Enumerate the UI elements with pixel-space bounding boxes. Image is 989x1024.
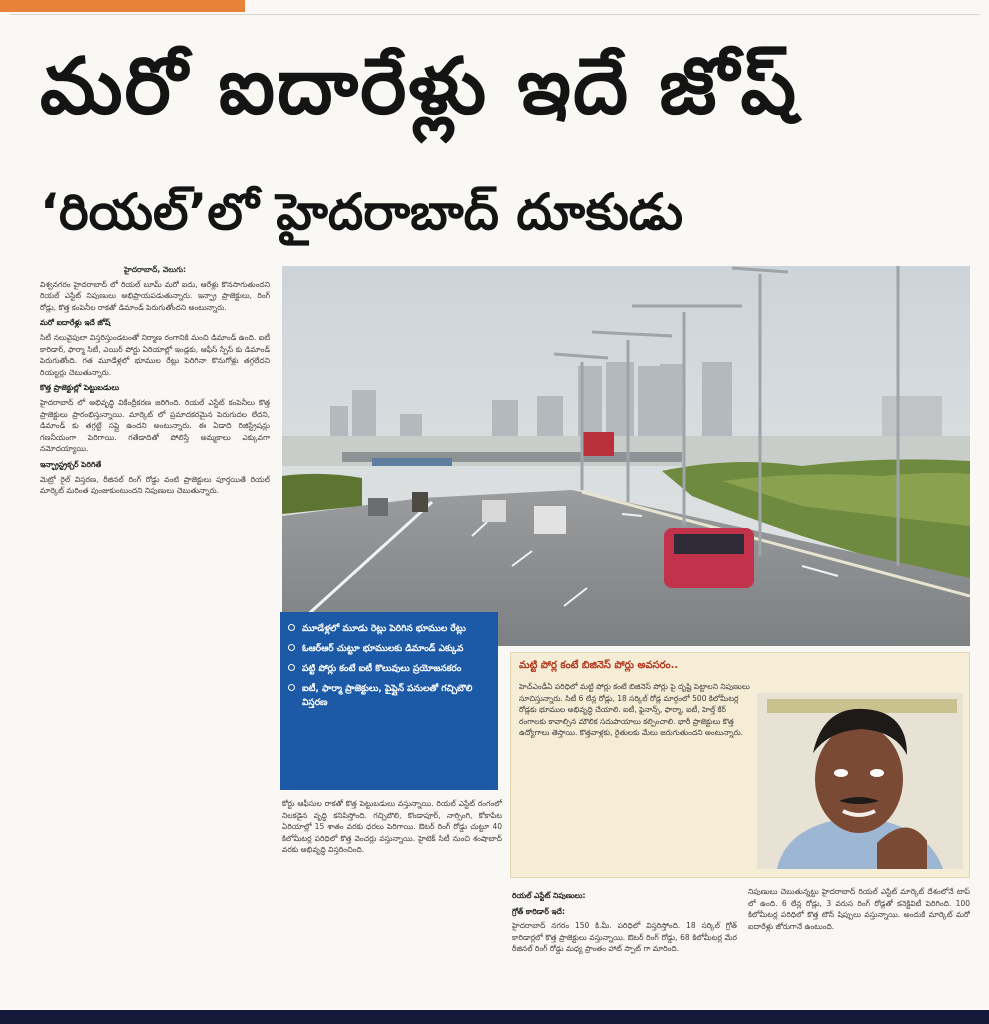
expert-portrait	[757, 693, 963, 869]
bullet-icon	[288, 684, 295, 691]
bottom-border-bar	[0, 1010, 989, 1024]
bullet-item: పట్టి పోర్లు కంటే ఐటీ కొలువులు ప్రయోజనకరం	[288, 662, 490, 676]
section-heading: కొత్త ప్రాజెక్టుల్లో పెట్టుబడులు	[40, 383, 120, 393]
paragraph: నిపుణులు చెబుతున్నట్టు హైదరాబాద్ రియల్ ఎస్టేట్ మార్కెట్ దేశంలోనే టాప్ లో ఉంది. 6 లేన్ల రోడ్లు, 3 వరుస రింగ్ రోడ్లతో కనెక్టివిటీ పెరిగింది. 100 కిలోమీటర్ల పరిధిలో కొత్త టౌన్ షిప్పులు వస్తున్నాయి. అందుకే మార్కెట్ మరో ఐదారేళ్లు జోరుగానే ఉంటుంది.	[748, 887, 970, 931]
article-column-1	[40, 264, 270, 1000]
expert-quote-box	[510, 652, 970, 878]
subheadline: ‘రియల్’లో హైదరాబాద్ దూకుడు	[40, 183, 684, 241]
bullet-item: మూడేళ్లలో మూడు రెట్లు పెరిగిన భూముల రేట్లు	[288, 622, 490, 636]
top-rule	[10, 14, 980, 15]
paragraph: హైదరాబాద్ నగరం 150 కి.మీ. పరిధిలో విస్తరిస్తోంది. 18 సర్కిల్ గ్రోత్ కారిడార్లలో కొత్త ప్రాజెక్టులు వస్తున్నాయి. ఔటర్ రింగ్ రోడ్డు, 68 కిలోమీటర్ల మేర రీజినల్ రింగ్ రోడ్డు మధ్య ప్రాంతం హాట్ స్పాట్ గా మారింది.	[512, 921, 737, 954]
section-heading: రియల్ ఎస్టేట్ నిపుణులు:	[512, 891, 586, 900]
key-points-box	[280, 612, 498, 790]
section-heading: మరో ఐదారేళ్లు ఇదే జోష్	[40, 318, 111, 328]
headline: మరో ఐదారేళ్లు ఇదే జోష్	[40, 42, 799, 132]
article-column-4	[748, 886, 970, 1000]
bullet-icon	[288, 624, 295, 631]
paragraph: విశ్వనగరం హైదరాబాద్ లో రియల్ బూమ్ మరో ఐదు, ఆరేళ్లు కొనసాగుతుందని రియల్ ఎస్టేట్ నిపుణులు అభిప్రాయపడుతున్నారు. ఇన్ఫ్రా ప్రాజెక్టులు, రింగ్ రోడ్లు, కొత్త కంపెనీల రాకతో డిమాండ్ పెరుగుతోందని అంటున్నారు.	[40, 279, 270, 312]
paragraph: సిటీ నలువైపులా విస్తరిస్తుండటంతో నిర్మాణ రంగానికి మంచి డిమాండ్ ఉంది. ఐటీ కారిడార్, ఫార్మా సిటీ, ఎయిర్ పోర్టు ఏరియాల్లో ఇండ్లకు, ఆఫీస్ స్పేస్ కు డిమాండ్ పెరుగుతోంది. గత మూడేళ్లలో భూముల రేట్లు పెరిగినా కొనుగోళ్లు తగ్గలేదని రియల్టర్లు చెబుతున్నారు.	[40, 332, 270, 377]
bullet-icon	[288, 644, 295, 651]
paragraph: కోర్టు ఆఫీసుల రాకతో కొత్త పెట్టుబడులు వస్తున్నాయి. రియల్ ఎస్టేట్ రంగంలో నిలకడైన వృద్ధి కనిపిస్తోంది. గచ్చిబౌలి, కొండాపూర్, నార్సింగి, కోకాపేట ఏరియాల్లో 15 శాతం వరకు ధరలు పెరిగాయి. ఔటర్ రింగ్ రోడ్డు చుట్టూ 40 కిలోమీటర్ల పరిధిలో కొత్త వెంచర్లు వస్తున్నాయి. హైటెక్ సిటీ నుంచి శంషాబాద్ వరకు అభివృద్ధి విస్తరించింది.	[282, 799, 502, 855]
bullet-item: ఐటీ, ఫార్మా ప్రాజెక్టులు, పైప్లైన్ పనులతో గచ్చిబౌలి విస్తరణ	[288, 682, 490, 710]
section-heading: ఇన్ఫ్రాస్ట్రక్చర్ పెరిగితే	[40, 459, 102, 469]
dateline: హైదరాబాద్, వెలుగు:	[123, 265, 187, 274]
article-column-2	[282, 798, 502, 1000]
bullet-item: ఓఆర్ఆర్ చుట్టూ భూములకు డిమాండ్ ఎక్కువ	[288, 642, 490, 656]
paragraph: మెట్రో రైల్ విస్తరణ, రీజినల్ రింగ్ రోడ్డు వంటి ప్రాజెక్టులు పూర్తయితే రియల్ మార్కెట్ మరింత పుంజుకుంటుందని నిపుణులు చెబుతున్నారు.	[40, 474, 270, 496]
highway-photo	[282, 266, 970, 646]
paragraph: హైదరాబాద్ లో అభివృద్ధి వికేంద్రీకరణ జరిగింది. రియల్ ఎస్టేట్ కంపెనీలు కొత్త ప్రాజెక్టులు ప్రారంభిస్తున్నాయి. మార్కెట్ లో ప్రమాదకరమైన పెరుగుదల లేదని, డిమాండ్ కు తగ్గట్టే సప్లై ఉందని అంటున్నారు. ఈ ఏడాది రిజిస్ట్రేషన్లు గణనీయంగా పెరిగాయి. గతేడాదితో పోలిస్తే అమ్మకాలు ఎక్కువగా నమోదయ్యాయి.	[40, 397, 270, 454]
article-column-3	[512, 886, 737, 1000]
top-accent-bar	[0, 0, 245, 12]
quote-title: మట్టి పోర్ల కంటే బిజినెస్ పోర్లు అవసరం..	[519, 660, 679, 671]
section-heading: గ్రోత్ కారిడార్ ఇదే:	[512, 906, 565, 916]
quote-text: హెచ్ఎండీఏ పరిధిలో మట్టి పోర్లు కంటే బిజినెస్ పోర్లు పై దృష్టి పెట్టాలని నిపుణులు సూచిస్తున్నారు. సిటీ 6 లేన్ల రోడ్లు, 18 సర్కిల్ రోడ్ల మార్గంలో 500 కిలోమీటర్ల రోడ్లకు భూముల అభివృద్ధి చేయాలి. ఐటీ, ఫైనాన్స్, ఫార్మా, ఐటీ, హెల్త్ కేర్ రంగాలకు కావాల్సిన మౌలిక సదుపాయాలు కల్పించాలి. భారీ ప్రాజెక్టులు కొత్త ఉద్యోగాలు తెస్తాయి. కొత్తవాళ్లకు, రైతులకు మేలు జరుగుతుందని అంటున్నారు.	[519, 682, 750, 738]
bullet-icon	[288, 664, 295, 671]
